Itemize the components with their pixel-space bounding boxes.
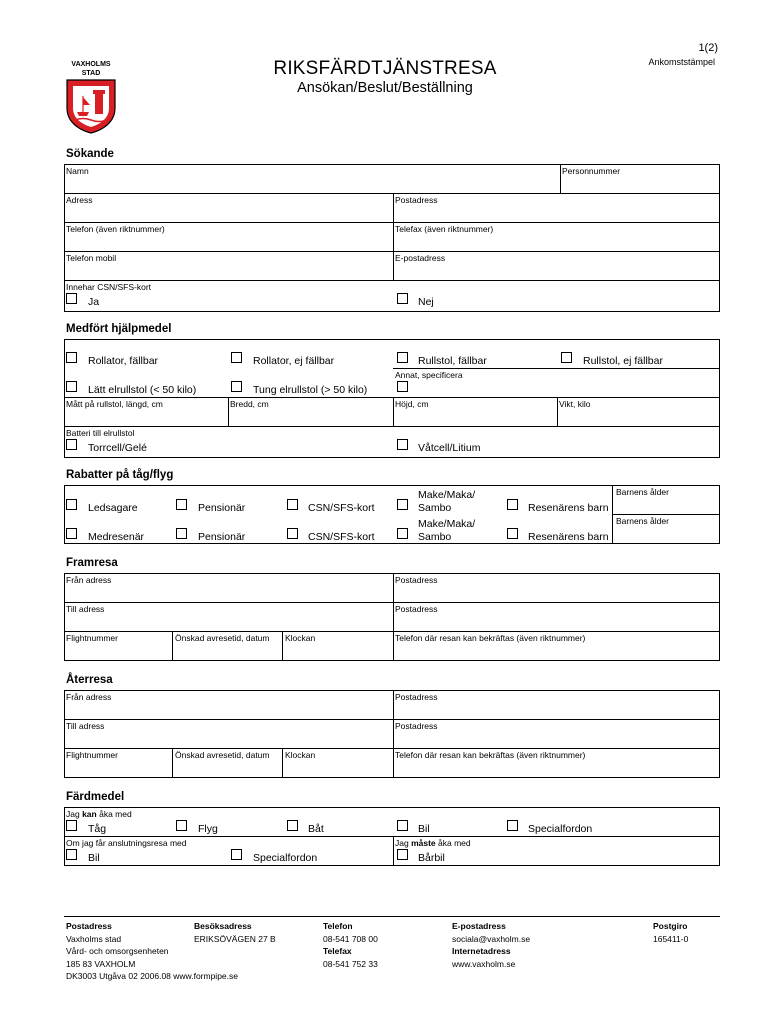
- footer-besoksadress: [194, 920, 276, 945]
- personnummer-field[interactable]: Personnummer: [562, 166, 621, 176]
- telefax-field[interactable]: Telefax (även riktnummer): [395, 224, 494, 234]
- footer-postadress-2: Vård- och omsorgsenheten: [66, 946, 169, 956]
- csn-checkbox-2[interactable]: [287, 528, 298, 539]
- footer-postgiro-1: 165411-0: [653, 933, 689, 944]
- latt-elrullstol-checkbox[interactable]: [66, 381, 77, 392]
- flyg-label: Flyg: [198, 823, 218, 835]
- make-line-1: Make/Maka/: [418, 489, 476, 501]
- medresenar-label: Medresenär: [88, 531, 145, 543]
- make-checkbox-1[interactable]: [397, 499, 408, 510]
- kan-bold: kan: [82, 809, 97, 819]
- maste-bold: måste: [411, 838, 436, 848]
- aterresa-telefon-field[interactable]: Telefon där resan kan bekräftas (även riktnummer): [395, 750, 586, 760]
- footer-telefon-heading: Telefon: [323, 921, 353, 931]
- pensionar-label-2: Pensionär: [198, 531, 246, 543]
- tung-elrullstol-label: Tung elrullstol (> 50 kilo): [253, 384, 368, 396]
- tung-elrullstol-checkbox[interactable]: [231, 381, 242, 392]
- footer-besok-heading: Besöksadress: [194, 921, 252, 931]
- section-heading-fardmedel: Färdmedel: [66, 791, 125, 803]
- footer-telefon: [323, 920, 378, 970]
- footer-besok-1: ERIKSÖVÄGEN 27 B: [194, 933, 276, 944]
- footer-internet-link[interactable]: www.vaxholm.se: [452, 958, 516, 969]
- namn-field[interactable]: Namn: [66, 166, 89, 176]
- pensionar-label-1: Pensionär: [198, 502, 246, 514]
- section-heading-aterresa: Återresa: [66, 674, 113, 686]
- adress-field[interactable]: Adress: [66, 195, 93, 205]
- aterresa-box: [64, 690, 720, 778]
- footer-postgiro: [653, 920, 688, 945]
- epost-field[interactable]: E-postadress: [395, 253, 446, 263]
- csn-label: Innehar CSN/SFS-kort: [66, 282, 152, 292]
- nej-checkbox[interactable]: [397, 293, 408, 304]
- postadress-field[interactable]: Postadress: [395, 195, 438, 205]
- bat-label: Båt: [308, 823, 324, 835]
- telefon-field[interactable]: Telefon (även riktnummer): [66, 224, 165, 234]
- make-line-1: Make/Maka/: [418, 518, 476, 530]
- rollator-fallbar-checkbox[interactable]: [66, 352, 77, 363]
- bil-label-1: Bil: [418, 823, 430, 835]
- aterresa-postadress-field-1[interactable]: Postadress: [395, 692, 438, 702]
- footer-internet-heading: Internetadress: [452, 946, 511, 956]
- ledsagare-checkbox[interactable]: [66, 499, 77, 510]
- framresa-onskad-field[interactable]: Önskad avresetid, datum: [175, 633, 270, 643]
- framresa-klockan-field[interactable]: Klockan: [285, 633, 316, 643]
- flyg-checkbox[interactable]: [176, 820, 187, 831]
- annat-checkbox[interactable]: [397, 381, 408, 392]
- framresa-telefon-field[interactable]: Telefon där resan kan bekräftas (även riktnummer): [395, 633, 586, 643]
- make-label-2: [418, 518, 475, 544]
- maste-post: åka med: [435, 838, 471, 848]
- torrcell-checkbox[interactable]: [66, 439, 77, 450]
- tag-checkbox[interactable]: [66, 820, 77, 831]
- vatcell-checkbox[interactable]: [397, 439, 408, 450]
- anslutning-label: Om jag får anslutningsresa med: [66, 838, 187, 848]
- medresenar-checkbox[interactable]: [66, 528, 77, 539]
- vatcell-label: Våtcell/Litium: [418, 442, 481, 454]
- framresa-box: [64, 573, 720, 661]
- logo-text: [62, 60, 120, 78]
- ja-label: Ja: [88, 296, 100, 308]
- framresa-postadress-field-1[interactable]: Postadress: [395, 575, 438, 585]
- framresa-till-field[interactable]: Till adress: [66, 604, 105, 614]
- make-label-1: [418, 489, 475, 515]
- latt-elrullstol-label: Lätt elrullstol (< 50 kilo): [88, 384, 197, 396]
- footer-epost-link[interactable]: sociala@vaxholm.se: [452, 933, 531, 944]
- form-title: RIKSFÄRDTJÄNSTRESA: [273, 58, 497, 79]
- sokande-box: [64, 164, 720, 312]
- logo-line-2: STAD: [81, 70, 101, 77]
- pensionar-checkbox-1[interactable]: [176, 499, 187, 510]
- aterresa-till-field[interactable]: Till adress: [66, 721, 105, 731]
- footer-rule: [64, 916, 720, 917]
- rollator-ej-fallbar-label: Rollator, ej fällbar: [253, 355, 335, 367]
- footer-form-id: DK3003 Utgåva 02 2006.08 www.formpipe.se: [66, 971, 238, 981]
- specialfordon-checkbox-1[interactable]: [507, 820, 518, 831]
- matt-field[interactable]: Mått på rullstol, längd, cm: [66, 399, 163, 409]
- torrcell-label: Torrcell/Gelé: [88, 442, 147, 454]
- barnens-alder-field-1[interactable]: Barnens ålder: [616, 487, 669, 497]
- maste-aka-label: [395, 838, 471, 848]
- footer-telefax-1: 08-541 752 33: [323, 958, 378, 969]
- batteri-label: Batteri till elrullstol: [66, 428, 135, 438]
- vikt-field[interactable]: Vikt, kilo: [559, 399, 591, 409]
- make-line-2: Sambo: [418, 502, 452, 514]
- specialfordon-label-1: Specialfordon: [528, 823, 593, 835]
- annat-label: Annat, specificera: [395, 370, 463, 380]
- bil-checkbox-2[interactable]: [66, 849, 77, 860]
- framresa-fran-field[interactable]: Från adress: [66, 575, 112, 585]
- barn-label-2: Resenärens barn: [528, 531, 609, 543]
- footer-postadress-1: Vaxholms stad: [66, 933, 122, 944]
- bil-label-2: Bil: [88, 852, 100, 864]
- rullstol-ej-fallbar-label: Rullstol, ej fällbar: [583, 355, 663, 367]
- section-heading-framresa: Framresa: [66, 557, 118, 569]
- rullstol-fallbar-checkbox[interactable]: [397, 352, 408, 363]
- framresa-postadress-field-2[interactable]: Postadress: [395, 604, 438, 614]
- barbil-checkbox[interactable]: [397, 849, 408, 860]
- barn-checkbox-2[interactable]: [507, 528, 518, 539]
- aterresa-fran-field[interactable]: Från adress: [66, 692, 112, 702]
- pensionar-checkbox-2[interactable]: [176, 528, 187, 539]
- tag-label: Tåg: [88, 823, 107, 835]
- footer-postgiro-heading: Postgiro: [653, 921, 688, 931]
- barbil-label: Bårbil: [418, 852, 445, 864]
- csn-label-2: CSN/SFS-kort: [308, 531, 375, 543]
- aterresa-flight-field[interactable]: Flightnummer: [66, 750, 118, 760]
- footer-telefon-1: 08-541 708 00: [323, 933, 378, 944]
- make-line-2: Sambo: [418, 531, 452, 543]
- footer-telefax-heading: Telefax: [323, 946, 352, 956]
- bil-checkbox-1[interactable]: [397, 820, 408, 831]
- footer-epost: [452, 920, 530, 970]
- aterresa-postadress-field-2[interactable]: Postadress: [395, 721, 438, 731]
- aterresa-klockan-field[interactable]: Klockan: [285, 750, 316, 760]
- kan-post: åka med: [96, 809, 132, 819]
- barnens-alder-field-2[interactable]: Barnens ålder: [616, 516, 669, 526]
- stamp-label: Ankomststämpel: [648, 57, 715, 67]
- specialfordon-checkbox-2[interactable]: [231, 849, 242, 860]
- rullstol-ej-fallbar-checkbox[interactable]: [561, 352, 572, 363]
- barn-checkbox-1[interactable]: [507, 499, 518, 510]
- specialfordon-label-2: Specialfordon: [253, 852, 318, 864]
- maste-pre: Jag: [395, 838, 412, 848]
- nej-label: Nej: [418, 296, 434, 308]
- municipal-crest-icon: [65, 78, 117, 134]
- page-number: 1(2): [698, 42, 718, 54]
- ledsagare-label: Ledsagare: [88, 502, 138, 514]
- section-heading-hjalpmedel: Medfört hjälpmedel: [66, 323, 172, 335]
- csn-label-1: CSN/SFS-kort: [308, 502, 375, 514]
- logo-line-1: VAXHOLMS: [71, 61, 111, 68]
- form-subtitle: Ansökan/Beslut/Beställning: [297, 80, 473, 96]
- kan-aka-label: [66, 809, 132, 819]
- section-heading-sokande: Sökande: [66, 148, 114, 160]
- rullstol-fallbar-label: Rullstol, fällbar: [418, 355, 487, 367]
- make-checkbox-2[interactable]: [397, 528, 408, 539]
- mobil-field[interactable]: Telefon mobil: [66, 253, 117, 263]
- rollator-ej-fallbar-checkbox[interactable]: [231, 352, 242, 363]
- section-heading-rabatter: Rabatter på tåg/flyg: [66, 469, 174, 481]
- framresa-flight-field[interactable]: Flightnummer: [66, 633, 118, 643]
- csn-checkbox-1[interactable]: [287, 499, 298, 510]
- aterresa-onskad-field[interactable]: Önskad avresetid, datum: [175, 750, 270, 760]
- barn-label-1: Resenärens barn: [528, 502, 609, 514]
- rollator-fallbar-label: Rollator, fällbar: [88, 355, 159, 367]
- footer-epost-heading: E-postadress: [452, 921, 506, 931]
- hojd-field[interactable]: Höjd, cm: [395, 399, 429, 409]
- footer-postadress-heading: Postadress: [66, 921, 112, 931]
- footer-postadress-3: 185 83 VAXHOLM: [66, 958, 136, 969]
- ja-checkbox[interactable]: [66, 293, 77, 304]
- kan-pre: Jag: [66, 809, 83, 819]
- bredd-field[interactable]: Bredd, cm: [230, 399, 269, 409]
- bat-checkbox[interactable]: [287, 820, 298, 831]
